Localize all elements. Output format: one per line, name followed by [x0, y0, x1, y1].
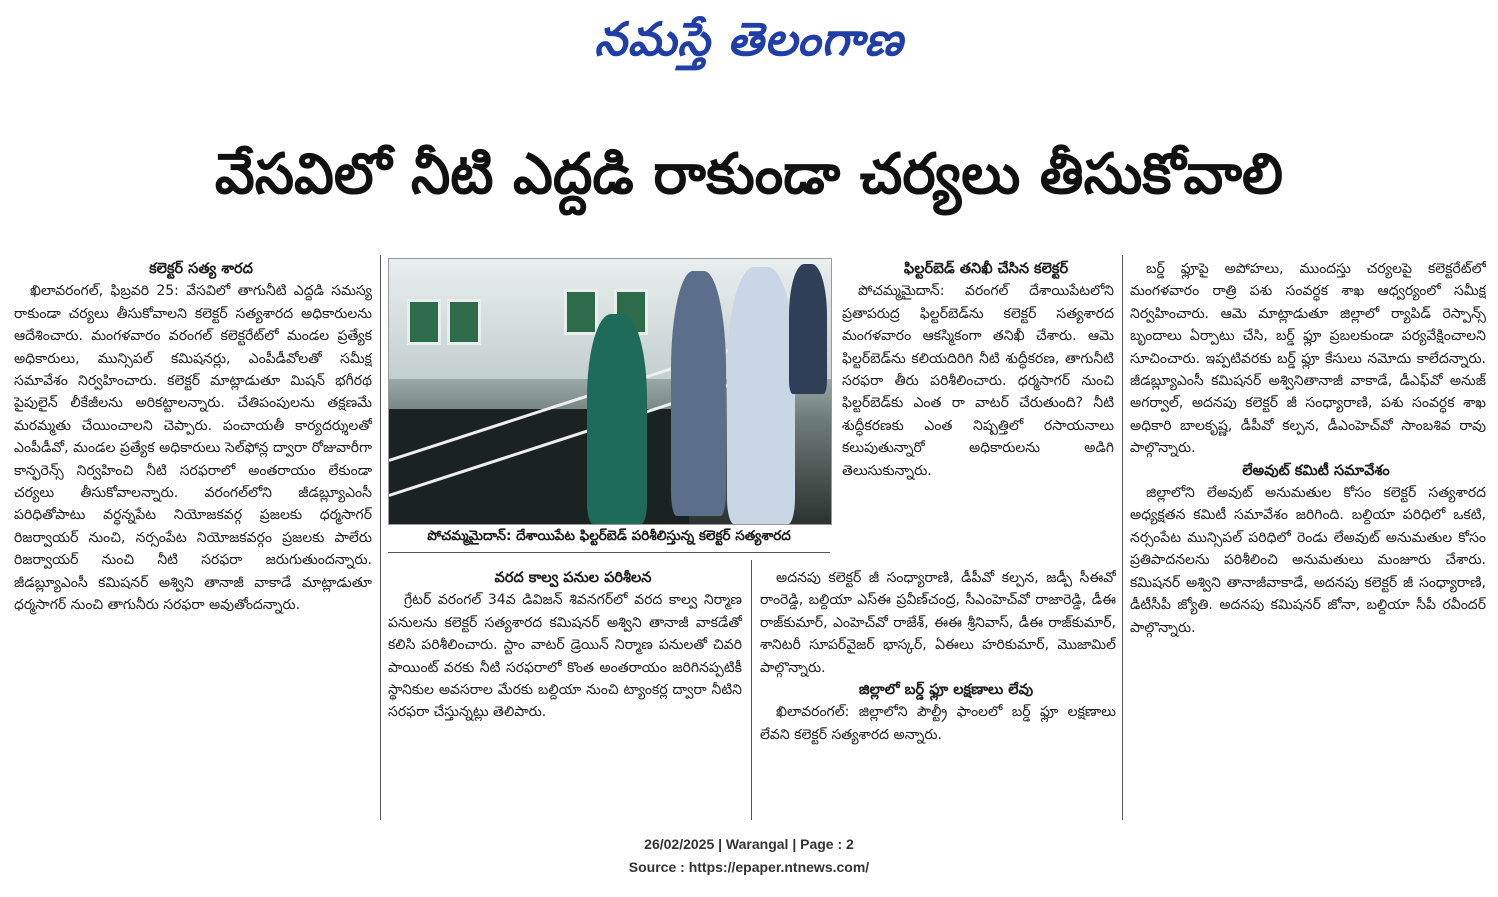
column-3-body-2: అదనపు కలెక్టర్ జీ సంధ్యారాణి, డీపీవో కల్పన, జడ్పీ సీఈవో రాంరెడ్డి, బల్దియా ఎస్ఈ ప్రవీణ్‌చంద్ర, సీఎంహెచ్‌వో రాజారెడ్డి, డీఈ రాజ్‌కుమార్, ఎంహెచ్‌వో రాజేశ్, ఈఈ శ్రీనివాస్, డీఈ రాజ్‌కుమార్, శానిటరీ సూపర్‌వైజర్ భాస్కర్, ఏఈలు హరికుమార్, మొజామిల్ పాల్గొన్నారు.: [760, 570, 1116, 676]
column-divider: [380, 255, 381, 820]
headline: వేసవిలో నీటి ఎద్దడి రాకుండా చర్యలు తీసుకోవాలి: [214, 142, 1284, 207]
photo-person: [727, 267, 795, 524]
column-divider: [1122, 255, 1123, 820]
column-4-subhead: లేఅవుట్ కమిటీ సమావేశం: [1242, 462, 1390, 479]
column-2-subhead: వరద కాల్వ పనుల పరిశీలన: [494, 570, 652, 586]
article-column-2: [388, 567, 742, 817]
article-photo: [388, 258, 832, 525]
article-column-1: [14, 258, 372, 818]
footer-source: Source : https://epaper.ntnews.com/: [628, 859, 870, 875]
masthead-logo: నమస్తే తెలంగాణ: [594, 12, 904, 66]
photo-window: [447, 299, 481, 345]
photo-window: [407, 299, 441, 345]
photo-window: [564, 289, 598, 335]
photo-person: [671, 271, 726, 516]
column-3-subhead: ఫిల్టర్‌బెడ్ తనిఖీ చేసిన కలెక్టర్: [903, 261, 1069, 277]
column-1-body: ఖిలావరంగల్, ఫిబ్రవరి 25: వేసవిలో తాగునీటి ఎద్దడి సమస్య రాకుండా చర్యలు తీసుకోవాలని కలెక్టర్ సత్యశారద అధికారులను ఆదేశించారు. మంగళవారం వరంగల్ కలెక్టరేట్‌లో మండల ప్రత్యేక అధికారులు, మున్సిపల్ కమిషనర్లు, ఎంపీడీవోలతో సమీక్ష సమావేశం నిర్వహించారు. కలెక్టర్ మాట్లాడుతూ మిషన్ భగీరథ పైపులైన్ లీకేజీలను అరికట్టాలన్నారు. చేతిపంపులను తక్షణమే మరమ్మతు చేయించాలని చెప్పారు. పంచాయతీ కార్యదర్శులతో ఎంపీడీవో, మండల ప్రత్యేక అధికారులు సెల్‌ఫోన్ల ద్వారా రోజువారీగా కాన్ఫరెన్స్ నిర్వహించి నీటి సరఫరాలో అంతరాయం లేకుండా చర్యలు తీసుకోవాలన్నారు. వరంగల్‌లోని జీడబ్ల్యూఎంసీ పరిధితోపాటు వర్ధన్నపేట నియోజకవర్గ ప్రజలకు ధర్మసాగర్ రిజర్వాయర్ నుంచి, నర్సంపేట నియోజకవర్గం ప్రజలకు పాలేరు రిజర్వాయర్ నుంచి నీటి సరఫరా జరుగుతుందన్నారు. జీడబ్ల్యూఎంసీ కమిషనర్ అశ్విని తానాజీ వాకాడే మాట్లాడుతూ ధర్మసాగర్ నుంచి తాగునీరు సరఫరా అవుతోందన్నారు.: [14, 283, 372, 614]
photo-caption: పోచమ్మమైదాన్: దేశాయిపేట ఫిల్టర్‌బెడ్ పరిశీలిస్తున్న కలెక్టర్ సత్యశారద: [427, 528, 791, 544]
column-3-subhead-2: జిల్లాలో బర్డ్ ఫ్లూ లక్షణాలు లేవు: [858, 682, 1034, 699]
column-4-body: బర్డ్ ఫ్లూపై అపోహలు, ముందస్తు చర్యలపై కలెక్టరేట్‌లో మంగళవారం రాత్రి పశు సంవర్ధక శాఖ ఆధ్వర్యంలో సమీక్ష నిర్వహించారు. ఆమె మాట్లాడుతూ జిల్లాలో ర్యాపిడ్ రెస్పాన్స్ బృందాలు ఏర్పాటు చేసి, బర్డ్ ఫ్లూ ప్రబలకుండా పర్యవేక్షించాలని సూచించారు. ఇప్పటివరకు బర్డ్ ఫ్లూ కేసులు నమోదు కాలేదన్నారు. జీడబ్ల్యూఎంసీ కమిషనర్ అశ్వినితానాజీ వాకాడే, డీఎఫ్‌వో అనుజ్ అగర్వాల్, అదనపు కలెక్టర్ జీ సంధ్యారాణి, పశు సంవర్ధక శాఖ అధికారి బాలకృష్ణ, డీపీవో కల్పన, డీఎంహెచ్‌వో సాంబశివ రావు పాల్గొన్నారు.: [1130, 261, 1486, 457]
photo-person-collector: [587, 314, 647, 524]
column-1-subhead: కలెక్టర్ సత్య శారద: [149, 261, 253, 277]
column-4-body-2: జిల్లాలోని లేఅవుట్ అనుమతుల కోసం కలెక్టర్ సత్యశారద అధ్యక్షతన కమిటీ సమావేశం జరిగింది. బల్దియా పరిధిలో ఒకటి, నర్సంపేట మున్సిపల్ పరిధిలో రెండు లేఅవుట్ అనుమతుల కోసం ప్రతిపాదనలను పరిశీలించి అనుమతులు మంజూరు చేశారు. కమిషనర్ అశ్విని తానాజీవాకాడే, అదనపు కలెక్టర్ జీ సంధ్యారాణి, డీటీసీపీ జ్యోతి. అదనపు కమిషనర్ జోనా, బల్దియా సీపీ రవీందర్ పాల్గొన్నారు.: [1130, 485, 1486, 636]
article-column-3: [842, 258, 1114, 558]
column-3-body-3: ఖిలావరంగల్: జిల్లాలోని పౌల్ట్రీ ఫాంలలో బర్డ్ ఫ్లూ లక్షణాలు లేవని కలెక్టర్ సత్యశారద అన్నారు.: [760, 704, 1116, 743]
article-column-3-continued: [760, 567, 1116, 822]
column-3-body: పోచమ్మమైదాన్: వరంగల్ దేశాయిపేటలోని ప్రతాపరుద్ర ఫిల్టర్‌బెడ్‌ను కలెక్టర్ సత్యశారద మంగళవారం ఆకస్మికంగా తనిఖీ చేశారు. ఆమె ఫిల్టర్‌బెడ్‌ను కలియదిరిగి నీటి శుద్ధీకరణ, తాగునీటి సరఫరా తీరు పరిశీలించారు. ధర్మసాగర్ నుంచి ఫిల్టర్‌బెడ్‌కు ఎంత రా వాటర్ చేరుతుంది? నీటి శుద్ధీకరణకు ఎంత నిష్పత్తిలో రసాయనాలు కలుపుతున్నారో అధికారులను అడిగి తెలుసుకున్నారు.: [842, 283, 1114, 479]
photo-person: [789, 264, 827, 394]
footer-dateline: 26/02/2025 | Warangal | Page : 2: [644, 836, 854, 852]
column-2-body: గ్రేటర్ వరంగల్ 34వ డివిజన్ శివనగర్‌లో వరద కాల్వ నిర్మాణ పనులను కలెక్టర్ సత్యశారద కమిషనర్ అశ్విని తానాజీ వాకడేతో కలిసి పరిశీలించారు. స్టాం వాటర్ డ్రెయిన్ నిర్మాణ పనులతో చివరి పాయింట్ వరకు నీటి సరఫరాలో కొంత అంతరాయం జరిగినప్పటికీ స్థానికుల అవసరాల మేరకు బల్దియా నుంచి ట్యాంకర్ల ద్వారా నీటిని సరఫరా చేస్తున్నట్లు తెలిపారు.: [388, 592, 742, 721]
caption-rule: [388, 552, 830, 553]
column-divider: [751, 560, 752, 820]
article-column-4: [1130, 258, 1486, 818]
